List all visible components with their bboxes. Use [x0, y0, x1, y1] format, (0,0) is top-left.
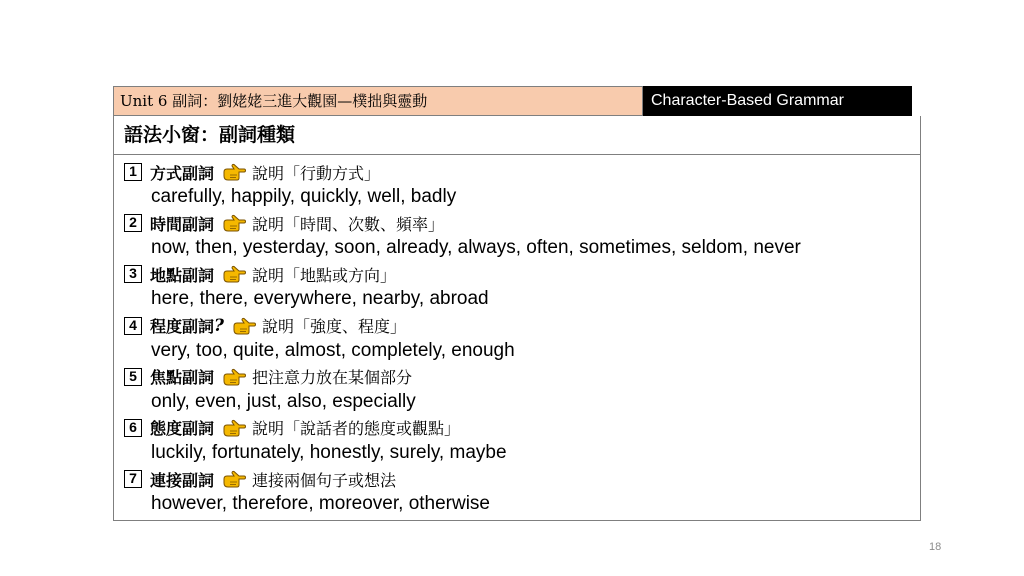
- example-adverbs: now, then, yesterday, soon, already, always, often, sometimes, seldom, never: [151, 237, 801, 259]
- adverb-category: 程度副詞: [150, 317, 215, 337]
- pointing-hand-icon: [222, 265, 246, 283]
- category-description: 說明「地點或方向」: [252, 265, 397, 285]
- example-adverbs: carefully, happily, quickly, well, badly: [151, 186, 457, 207]
- item-head: [124, 159, 920, 185]
- unit-title: Unit 6 副詞：劉姥姥三進大觀園—樸拙與靈動: [113, 86, 643, 116]
- item-number: 3: [124, 265, 142, 283]
- pointing-hand-icon: [232, 317, 256, 335]
- pointing-hand-icon: [222, 214, 246, 232]
- item-number: 2: [124, 214, 142, 232]
- list-item: [124, 466, 920, 517]
- pointing-hand-icon: [222, 419, 246, 437]
- list-item: [124, 159, 920, 210]
- list-item: [124, 364, 920, 415]
- adverb-category: 時間副詞: [150, 214, 215, 234]
- category-description: 說明「強度、程度」: [261, 317, 406, 337]
- adverb-category: 連接副詞: [150, 470, 215, 490]
- list-item: [124, 261, 920, 312]
- item-head: [124, 261, 920, 287]
- grammar-table: [113, 116, 921, 521]
- item-number: 5: [124, 368, 142, 386]
- list-item: [124, 415, 920, 466]
- item-head: [124, 364, 920, 390]
- category-description: 說明「說話者的態度或觀點」: [252, 419, 461, 439]
- adverb-list: [114, 155, 920, 517]
- category-description: 說明「時間、次數、頻率」: [252, 214, 445, 234]
- pointing-hand-icon: [222, 368, 246, 386]
- item-head: [124, 313, 920, 339]
- adverb-category: 方式副詞: [150, 163, 215, 183]
- item-number: 4: [124, 317, 142, 335]
- example-adverbs: here, there, everywhere, nearby, abroad: [151, 288, 489, 310]
- adverb-category: 地點副詞: [150, 265, 215, 285]
- table-title: 語法小窗：副詞種類: [114, 116, 920, 155]
- list-item: [124, 313, 920, 364]
- example-adverbs: only, even, just, also, especially: [151, 390, 416, 412]
- header-row: [113, 86, 912, 116]
- category-description: 說明「行動方式」: [252, 163, 381, 183]
- pointing-hand-icon: [222, 470, 246, 488]
- item-head: [124, 466, 920, 492]
- item-head: [124, 210, 920, 236]
- adverb-category: 態度副詞: [150, 419, 215, 439]
- question-mark: ?: [214, 315, 224, 336]
- series-label: Character-Based Grammar: [643, 86, 912, 116]
- item-number: 1: [124, 163, 142, 181]
- item-number: 6: [124, 419, 142, 437]
- category-description: 把注意力放在某個部分: [252, 368, 413, 388]
- adverb-category: 焦點副詞: [150, 368, 215, 388]
- example-adverbs: very, too, quite, almost, completely, enough: [151, 339, 515, 361]
- list-item: [124, 210, 920, 261]
- item-number: 7: [124, 470, 142, 488]
- item-head: [124, 415, 920, 441]
- example-adverbs: however, therefore, moreover, otherwise: [151, 493, 491, 515]
- category-description: 連接兩個句子或想法: [252, 470, 397, 490]
- page-number: 18: [929, 541, 942, 553]
- example-adverbs: luckily, fortunately, honestly, surely, maybe: [151, 441, 507, 463]
- pointing-hand-icon: [222, 163, 246, 181]
